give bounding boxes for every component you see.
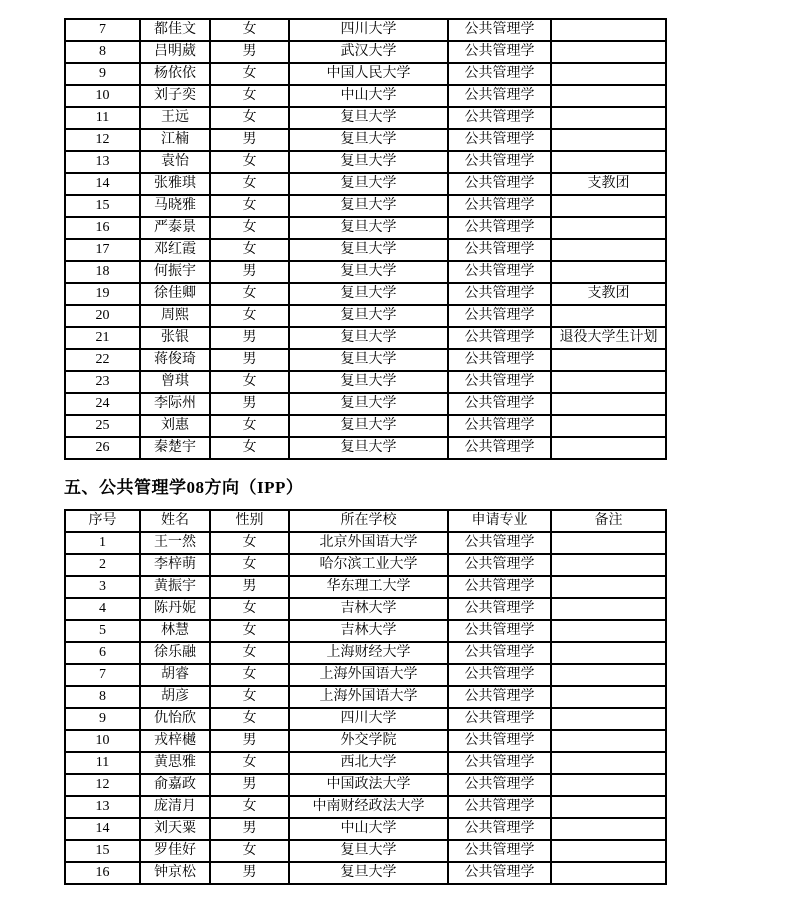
table-row [65, 774, 666, 796]
table-cell: 26 [65, 437, 140, 459]
table-cell: 上海外国语大学 [289, 686, 448, 708]
table-cell: 公共管理学 [448, 41, 551, 63]
ipp-applicant-table-body [65, 532, 666, 884]
table-cell: 公共管理学 [448, 796, 551, 818]
table-cell: 复旦大学 [289, 305, 448, 327]
table-cell: 15 [65, 840, 140, 862]
table-cell: 公共管理学 [448, 752, 551, 774]
table-cell: 都佳文 [140, 19, 210, 41]
table-cell [551, 129, 666, 151]
table-cell [551, 664, 666, 686]
table-cell: 12 [65, 129, 140, 151]
table-cell: 7 [65, 664, 140, 686]
table-cell: 女 [210, 19, 289, 41]
table-cell: 男 [210, 818, 289, 840]
table-cell: 公共管理学 [448, 664, 551, 686]
table-cell: 女 [210, 305, 289, 327]
table-cell: 复旦大学 [289, 349, 448, 371]
table-cell: 复旦大学 [289, 151, 448, 173]
table-cell: 王远 [140, 107, 210, 129]
table-row [65, 796, 666, 818]
table-cell: 吉林大学 [289, 620, 448, 642]
table-cell: 14 [65, 173, 140, 195]
table-cell: 男 [210, 730, 289, 752]
table-cell [551, 686, 666, 708]
table-cell: 女 [210, 620, 289, 642]
applicant-table-continued [64, 18, 667, 460]
table-cell: 公共管理学 [448, 554, 551, 576]
table-cell: 公共管理学 [448, 283, 551, 305]
table-cell [551, 840, 666, 862]
table-cell: 14 [65, 818, 140, 840]
table-cell: 马晓雅 [140, 195, 210, 217]
table-row [65, 862, 666, 884]
table-cell: 中南财经政法大学 [289, 796, 448, 818]
table-cell: 女 [210, 217, 289, 239]
table-cell [551, 415, 666, 437]
table-cell: 复旦大学 [289, 283, 448, 305]
table-row [65, 41, 666, 63]
ipp-applicant-table [64, 509, 667, 885]
table-cell: 女 [210, 554, 289, 576]
table-cell: 邓红霞 [140, 239, 210, 261]
table-cell [551, 107, 666, 129]
table-cell: 公共管理学 [448, 686, 551, 708]
table-row [65, 327, 666, 349]
table-cell: 复旦大学 [289, 107, 448, 129]
table-row [65, 415, 666, 437]
table-cell: 公共管理学 [448, 840, 551, 862]
table-cell: 复旦大学 [289, 173, 448, 195]
table-row [65, 195, 666, 217]
table-cell: 复旦大学 [289, 840, 448, 862]
table-row [65, 393, 666, 415]
table-cell: 2 [65, 554, 140, 576]
table-cell: 公共管理学 [448, 730, 551, 752]
table-cell: 8 [65, 41, 140, 63]
table-cell: 何振宇 [140, 261, 210, 283]
table-cell: 北京外国语大学 [289, 532, 448, 554]
table-cell: 复旦大学 [289, 415, 448, 437]
table-cell: 退役大学生计划 [551, 327, 666, 349]
table-cell: 8 [65, 686, 140, 708]
table-cell [551, 862, 666, 884]
table-cell: 袁怡 [140, 151, 210, 173]
table-cell: 10 [65, 85, 140, 107]
table-cell: 陈丹妮 [140, 598, 210, 620]
table-cell [551, 576, 666, 598]
table-cell: 16 [65, 217, 140, 239]
table-cell: 10 [65, 730, 140, 752]
table-cell: 男 [210, 862, 289, 884]
table-cell [551, 349, 666, 371]
table-cell: 公共管理学 [448, 620, 551, 642]
table-cell: 华东理工大学 [289, 576, 448, 598]
table-cell: 戎梓樾 [140, 730, 210, 752]
table-cell: 哈尔滨工业大学 [289, 554, 448, 576]
table-cell [551, 554, 666, 576]
table-cell: 黄思雅 [140, 752, 210, 774]
table-cell: 女 [210, 598, 289, 620]
table-cell: 公共管理学 [448, 107, 551, 129]
table-cell: 公共管理学 [448, 371, 551, 393]
table-cell: 上海财经大学 [289, 642, 448, 664]
table-cell: 6 [65, 642, 140, 664]
table-cell: 公共管理学 [448, 393, 551, 415]
table-row [65, 598, 666, 620]
table-cell: 复旦大学 [289, 862, 448, 884]
table-cell: 女 [210, 708, 289, 730]
table-cell: 王一然 [140, 532, 210, 554]
table-cell: 西北大学 [289, 752, 448, 774]
table-cell: 公共管理学 [448, 173, 551, 195]
table-cell: 女 [210, 840, 289, 862]
table-cell: 俞嘉政 [140, 774, 210, 796]
column-header: 所在学校 [289, 510, 448, 532]
table-cell: 复旦大学 [289, 217, 448, 239]
table-cell: 男 [210, 774, 289, 796]
table-cell: 吕明葳 [140, 41, 210, 63]
table-cell [551, 85, 666, 107]
table-cell [551, 63, 666, 85]
table-row [65, 305, 666, 327]
table-cell: 严泰景 [140, 217, 210, 239]
table-row [65, 730, 666, 752]
table-cell: 刘天粟 [140, 818, 210, 840]
table-cell: 上海外国语大学 [289, 664, 448, 686]
table-cell: 支教团 [551, 283, 666, 305]
table-cell [551, 774, 666, 796]
table-row [65, 686, 666, 708]
table-cell: 刘子奕 [140, 85, 210, 107]
table-cell: 5 [65, 620, 140, 642]
table-cell: 曾琪 [140, 371, 210, 393]
table-row [65, 620, 666, 642]
table-cell: 公共管理学 [448, 708, 551, 730]
table-cell: 李梓萌 [140, 554, 210, 576]
table-cell: 蒋俊琦 [140, 349, 210, 371]
table-row [65, 19, 666, 41]
column-header: 备注 [551, 510, 666, 532]
table-cell: 李际州 [140, 393, 210, 415]
table-row [65, 173, 666, 195]
table-row [65, 261, 666, 283]
header-row [65, 510, 666, 532]
table-cell: 徐乐融 [140, 642, 210, 664]
table-cell: 25 [65, 415, 140, 437]
table-cell: 公共管理学 [448, 642, 551, 664]
table-cell: 公共管理学 [448, 437, 551, 459]
table-cell: 男 [210, 129, 289, 151]
table-cell: 胡彦 [140, 686, 210, 708]
table-cell: 复旦大学 [289, 371, 448, 393]
table-cell: 秦楚宇 [140, 437, 210, 459]
table-cell: 复旦大学 [289, 129, 448, 151]
table-row [65, 554, 666, 576]
table-cell [551, 818, 666, 840]
table-cell [551, 708, 666, 730]
table-cell: 复旦大学 [289, 327, 448, 349]
table-cell: 复旦大学 [289, 195, 448, 217]
table-cell: 公共管理学 [448, 862, 551, 884]
table-cell: 女 [210, 107, 289, 129]
section-heading: 五、公共管理学08方向（IPP） [64, 478, 304, 497]
table-row [65, 840, 666, 862]
table-cell: 中国人民大学 [289, 63, 448, 85]
table-row [65, 708, 666, 730]
table-cell [551, 620, 666, 642]
table-cell: 复旦大学 [289, 437, 448, 459]
table-cell: 复旦大学 [289, 239, 448, 261]
table-cell: 女 [210, 415, 289, 437]
table-row [65, 664, 666, 686]
table-cell: 女 [210, 151, 289, 173]
table-cell: 中山大学 [289, 85, 448, 107]
table-cell [551, 752, 666, 774]
table-row [65, 349, 666, 371]
table-cell: 24 [65, 393, 140, 415]
table-cell: 男 [210, 261, 289, 283]
table-cell: 女 [210, 642, 289, 664]
table-cell [551, 151, 666, 173]
table-cell: 9 [65, 708, 140, 730]
table-row [65, 437, 666, 459]
table-cell: 中山大学 [289, 818, 448, 840]
table-cell: 13 [65, 151, 140, 173]
table-cell [551, 41, 666, 63]
table-cell: 男 [210, 393, 289, 415]
table-cell: 9 [65, 63, 140, 85]
table-cell: 女 [210, 437, 289, 459]
table-cell: 中国政法大学 [289, 774, 448, 796]
table-cell: 18 [65, 261, 140, 283]
table-cell: 外交学院 [289, 730, 448, 752]
table-cell: 公共管理学 [448, 818, 551, 840]
table-cell: 女 [210, 371, 289, 393]
table-cell: 张雅琪 [140, 173, 210, 195]
table-cell [551, 239, 666, 261]
table-cell: 钟京松 [140, 862, 210, 884]
table-cell: 15 [65, 195, 140, 217]
table-cell: 黄振宇 [140, 576, 210, 598]
table-cell: 23 [65, 371, 140, 393]
column-header: 性别 [210, 510, 289, 532]
table-cell: 公共管理学 [448, 63, 551, 85]
table-row [65, 239, 666, 261]
table-cell: 女 [210, 173, 289, 195]
table-row [65, 283, 666, 305]
table-row [65, 85, 666, 107]
table-row [65, 107, 666, 129]
table-row [65, 818, 666, 840]
table-cell: 四川大学 [289, 708, 448, 730]
table-cell: 19 [65, 283, 140, 305]
table-cell: 公共管理学 [448, 85, 551, 107]
column-header: 姓名 [140, 510, 210, 532]
table-cell [551, 393, 666, 415]
table-cell: 女 [210, 686, 289, 708]
table-cell: 徐佳卿 [140, 283, 210, 305]
table-cell [551, 371, 666, 393]
table-cell: 16 [65, 862, 140, 884]
table-cell: 吉林大学 [289, 598, 448, 620]
table-cell: 罗佳好 [140, 840, 210, 862]
table-cell: 20 [65, 305, 140, 327]
table-cell: 7 [65, 19, 140, 41]
table-cell: 男 [210, 327, 289, 349]
table-cell [551, 730, 666, 752]
table-cell: 女 [210, 752, 289, 774]
table-cell: 女 [210, 664, 289, 686]
table-cell: 公共管理学 [448, 239, 551, 261]
table-cell: 公共管理学 [448, 195, 551, 217]
table-cell [551, 598, 666, 620]
table-cell [551, 796, 666, 818]
table-cell: 4 [65, 598, 140, 620]
table-cell: 胡睿 [140, 664, 210, 686]
table-cell: 公共管理学 [448, 598, 551, 620]
table-cell: 公共管理学 [448, 151, 551, 173]
table-cell: 21 [65, 327, 140, 349]
table-cell: 公共管理学 [448, 305, 551, 327]
table-row [65, 642, 666, 664]
table-cell: 仇怡欣 [140, 708, 210, 730]
table-cell: 男 [210, 349, 289, 371]
table-cell: 女 [210, 239, 289, 261]
table-cell: 公共管理学 [448, 774, 551, 796]
table-cell: 女 [210, 283, 289, 305]
table-cell [551, 19, 666, 41]
table-cell: 四川大学 [289, 19, 448, 41]
table-cell: 复旦大学 [289, 393, 448, 415]
table-cell [551, 261, 666, 283]
table-cell [551, 532, 666, 554]
table-cell: 女 [210, 532, 289, 554]
table-cell: 公共管理学 [448, 532, 551, 554]
table-cell: 男 [210, 41, 289, 63]
table-cell: 公共管理学 [448, 415, 551, 437]
table-cell [551, 195, 666, 217]
table-cell: 11 [65, 752, 140, 774]
table-cell: 13 [65, 796, 140, 818]
table-row [65, 129, 666, 151]
table-row [65, 217, 666, 239]
table-cell: 22 [65, 349, 140, 371]
column-header: 申请专业 [448, 510, 551, 532]
table-cell: 女 [210, 63, 289, 85]
table-cell: 12 [65, 774, 140, 796]
table-cell: 女 [210, 85, 289, 107]
table-cell [551, 305, 666, 327]
table-cell: 女 [210, 796, 289, 818]
table-row [65, 576, 666, 598]
table-cell: 周熙 [140, 305, 210, 327]
table-cell [551, 217, 666, 239]
table-cell: 庞清月 [140, 796, 210, 818]
table-cell: 公共管理学 [448, 19, 551, 41]
table-cell: 公共管理学 [448, 576, 551, 598]
table-cell: 女 [210, 195, 289, 217]
table-cell: 刘惠 [140, 415, 210, 437]
table-cell: 杨依依 [140, 63, 210, 85]
table-cell: 公共管理学 [448, 217, 551, 239]
column-header: 序号 [65, 510, 140, 532]
table-row [65, 151, 666, 173]
table-cell: 11 [65, 107, 140, 129]
table-cell: 公共管理学 [448, 129, 551, 151]
table-row [65, 371, 666, 393]
table-cell [551, 437, 666, 459]
table-cell: 张银 [140, 327, 210, 349]
table-cell: 武汉大学 [289, 41, 448, 63]
table-cell: 林慧 [140, 620, 210, 642]
table-cell: 公共管理学 [448, 349, 551, 371]
applicant-table-continued-body [65, 19, 666, 459]
table-cell: 1 [65, 532, 140, 554]
table-cell: 17 [65, 239, 140, 261]
table-cell: 支教团 [551, 173, 666, 195]
table-cell: 复旦大学 [289, 261, 448, 283]
table-row [65, 63, 666, 85]
table-row [65, 532, 666, 554]
table-cell: 公共管理学 [448, 327, 551, 349]
table-cell: 男 [210, 576, 289, 598]
table-cell [551, 642, 666, 664]
table-cell: 3 [65, 576, 140, 598]
table-cell: 江楠 [140, 129, 210, 151]
table-cell: 公共管理学 [448, 261, 551, 283]
table-row [65, 752, 666, 774]
